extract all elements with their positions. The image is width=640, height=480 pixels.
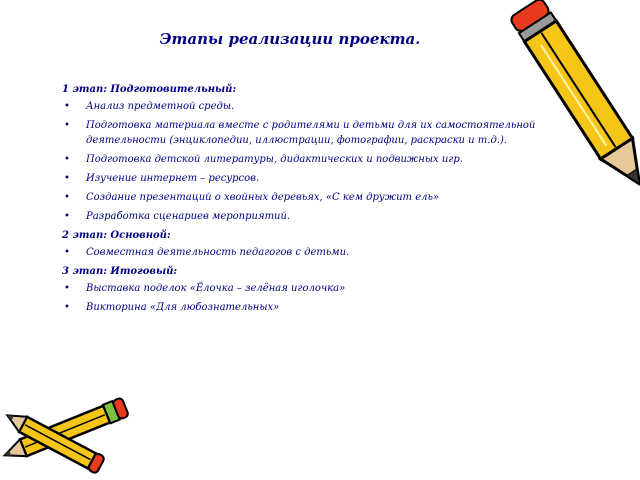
stage-2-list	[62, 245, 538, 260]
stage-2-heading: 2 этап: Основной:	[62, 230, 171, 241]
pencil-icon	[0, 405, 110, 480]
list-item: • Разработка сценариев мероприятий.	[64, 211, 291, 222]
list-item: • Викторина «Для любознательных»	[64, 302, 280, 313]
list-item: • Подготовка материала вместе с родителями и детьми для их самостоятельной деятельности (энциклопедии, иллюстрации, фотографии, раскраски и т.д.).	[64, 120, 536, 146]
stages-content	[62, 80, 538, 319]
list-item: • Совместная деятельность педагогов с детьми.	[64, 247, 350, 258]
stage-3-heading: 3 этап: Итоговый:	[62, 266, 178, 277]
bullet-icon: •	[64, 302, 70, 313]
stage-1-list	[62, 99, 538, 224]
bullet-icon: •	[64, 283, 70, 294]
bullet-icon: •	[64, 120, 70, 131]
stage-3-list	[62, 281, 538, 315]
bullet-icon: •	[64, 247, 70, 258]
bullet-icon: •	[64, 101, 70, 112]
list-item: • Анализ предметной среды.	[64, 101, 235, 112]
bullet-icon: •	[64, 173, 70, 184]
list-item: • Создание презентаций о хвойных деревьях, «С кем дружит ель»	[64, 192, 440, 203]
pencil-icon	[530, 0, 640, 200]
list-item: • Выставка поделок «Ёлочка – зелёная иголочка»	[64, 283, 346, 294]
page-title: Этапы реализации проекта.	[159, 30, 421, 48]
bullet-icon: •	[64, 192, 70, 203]
bullet-icon: •	[64, 154, 70, 165]
list-item: • Подготовка детской литературы, дидактических и подвижных игр.	[64, 154, 463, 165]
list-item: • Изучение интернет – ресурсов.	[64, 173, 260, 184]
stage-1-heading: 1 этап: Подготовительный:	[62, 84, 237, 95]
bullet-icon: •	[64, 211, 70, 222]
